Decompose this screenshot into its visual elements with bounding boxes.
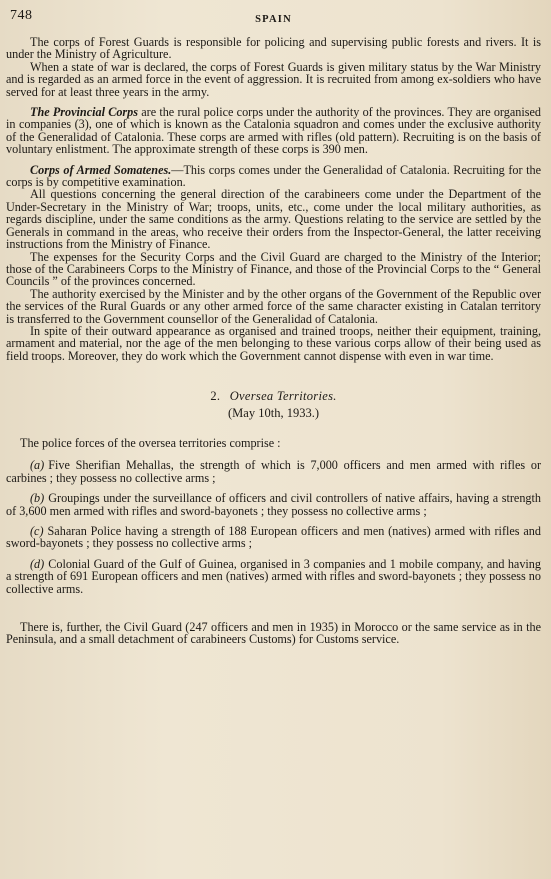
running-head: SPAIN xyxy=(255,14,292,25)
list-item: (b) Groupings under the surveillance of officers and civil controllers of native affairs, having a strength of 3,600 men armed with rifles and sword-bayonets ; they possess no collective arms ; xyxy=(6,491,541,518)
list-item-label: (d) xyxy=(30,556,45,571)
paragraph-lead-in: Corps of Armed Somatenes. xyxy=(30,162,172,177)
paragraph-authority: The authority exercised by the Minister and by the other organs of the Government of the Republic over the services of the Rural Guards or any other armed force of the same character existing in Catalan territory is transferred to the Government counsellor of the Generalidad of Catalonia. xyxy=(6,286,541,326)
page-header xyxy=(6,6,541,36)
section-number: 2. xyxy=(210,389,221,404)
section-title: Oversea Territories. xyxy=(229,389,337,404)
paragraph-civil-guard: There is, further, the Civil Guard (247 officers and men in 1935) in Morocco or the same service as in the Peninsula, and a small detachment of carabineers Customs) for Customs service. xyxy=(6,620,541,647)
list-item-label: (c) xyxy=(30,524,44,538)
paragraph-carabineers: All questions concerning the general direction of the carabineers come under the Department of the Under-Secretary in the Ministry of War; troops, units, etc., come under the local military authorities, as regards discipline, under the same conditions as the army. Questions relating to the service are settled by the Generals in command in the areas, who receive their orders from the Inspector-General, the latter receiving instructions from the Ministry of Finance. xyxy=(6,187,541,252)
list-item-label: (b) xyxy=(30,491,45,506)
list-item-label: (a) xyxy=(30,458,45,473)
paragraph-lead-in: The Provincial Corps xyxy=(30,105,139,120)
list-item: (c) Saharan Police having a strength of 188 European officers and men (natives) armed with rifles and sword-bayonets ; they possess no collective arms ; xyxy=(6,524,541,551)
document-body xyxy=(6,36,541,646)
paragraph-forest-guards: The corps of Forest Guards is responsible for policing and supervising public forests and rivers. It is under the Ministry of Agriculture. xyxy=(6,35,541,62)
paragraph-forest-guards-war: When a state of war is declared, the corps of Forest Guards is given military status by the War Ministry and is regarded as an armed force in the event of aggression. It is recruited from among ex-soldiers who have served for at least three years in the army. xyxy=(6,59,541,99)
list-intro: The police forces of the oversea territories comprise : xyxy=(20,435,281,450)
list-item: (d) Colonial Guard of the Gulf of Guinea, organised in 3 companies and 1 mobile company, and having a strength of 691 European officers and men (natives) armed with rifles and sword-bayonets ; they possess no collective arms. xyxy=(6,556,541,596)
paragraph-armed-somatenes: Corps of Armed Somatenes.—This corps comes under the Generalidad of Catalonia. Recruiting for the corps is by competitive examination. xyxy=(6,162,541,190)
paragraph-expenses: The expenses for the Security Corps and the Civil Guard are charged to the Ministry of the Interior; those of the Carabineers Corps to the Ministry of Finance, and those of the Provincial Corps to the “ General Councils ” of the provinces concerned. xyxy=(6,249,541,289)
page-number: 748 xyxy=(10,8,33,23)
section-date: (May 10th, 1933.) xyxy=(228,405,319,420)
section-heading xyxy=(6,390,541,402)
paragraph-provincial-corps: The Provincial Corps are the rural police corps under the authority of the provinces. They are organised in companies (3), one of which is known as the Catalonia squadron and comes under the exclusive authority of the Generalidad of Catalonia. These corps are armed with rifles (old pattern). Recruiting is on the basis of voluntary enlistment. The approximate strength of these corps is 390 men. xyxy=(6,105,541,157)
list-item: (a) Five Sherifian Mehallas, the strength of which is 7,000 officers and men armed with rifles or carbines ; they possess no collective arms ; xyxy=(6,458,541,485)
paragraph-field-troops: In spite of their outward appearance as organised and trained troops, neither their equipment, training, armament and material, nor the age of the men belonging to these various corps allow of their being used as field troops. Moreover, they do work which the Government cannot dispense with even in war time. xyxy=(6,323,541,363)
